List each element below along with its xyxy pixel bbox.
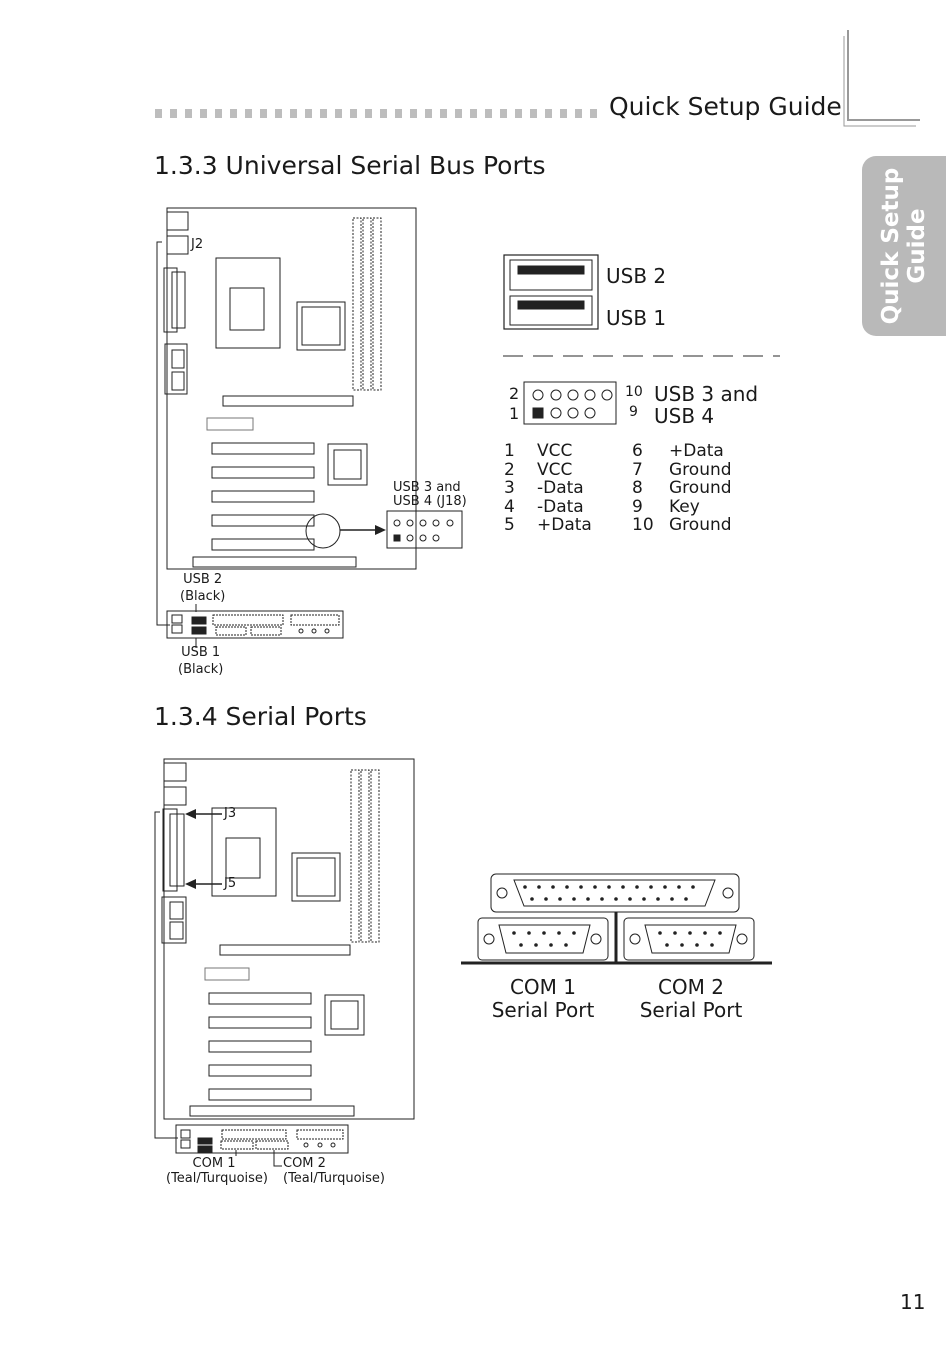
com2-label: COM 2 [283, 1156, 326, 1171]
serial-section-title: 1.3.4 Serial Ports [154, 702, 367, 731]
pin-row: 5 +Data [504, 515, 592, 535]
usb-header-detail [524, 382, 616, 424]
pin-row: 9 Key [632, 496, 700, 517]
pin-num-10: 10 [625, 384, 643, 400]
side-tab-line1: Quick Setup [878, 167, 904, 325]
serial-board-diagram [155, 759, 414, 1166]
usb34-detail-line1: USB 3 and [654, 382, 759, 406]
pin-num-9: 9 [629, 404, 638, 420]
pin-table-right [632, 442, 732, 535]
serial-port-detail [478, 874, 754, 962]
usb1-detail-label: USB 1 [606, 306, 667, 330]
usb-arrow [340, 525, 386, 535]
pin-row: 7 Ground [632, 459, 732, 480]
header-title: Quick Setup Guide [609, 92, 842, 121]
page-number: 11 [900, 1290, 926, 1314]
pin-table-left [504, 442, 592, 535]
j3-label: J3 [224, 806, 237, 821]
usb2-label: USB 2 [183, 572, 223, 587]
usb-port-detail [504, 255, 598, 329]
com2-detail-name: COM 2 [657, 975, 725, 999]
pin-row: 6 +Data [632, 441, 724, 461]
usb1-board-label [178, 644, 223, 678]
usb34-detail-label [654, 383, 758, 427]
pin-row: 8 Ground [632, 478, 732, 498]
usb34-board-label [393, 481, 467, 509]
usb34-label-line2: USB 4 (J18) [393, 494, 467, 509]
pin-row: 4 -Data [504, 496, 584, 517]
usb1-color: (Black) [178, 662, 224, 677]
com1-detail-label [488, 976, 598, 1022]
com2-color: (Teal/Turquoise) [283, 1171, 385, 1186]
side-tab-text [878, 168, 930, 325]
pin-row: 10 Ground [632, 515, 732, 535]
com2-detail-label [636, 976, 746, 1022]
usb34-detail-line2: USB 4 [654, 404, 715, 428]
j5-label: J5 [224, 876, 237, 891]
com1-color: (Teal/Turquoise) [166, 1171, 268, 1186]
j2-label: J2 [191, 237, 204, 252]
j18-header-pins [394, 520, 453, 541]
com2-detail-sub: Serial Port [639, 998, 743, 1022]
usb2-color: (Black) [180, 589, 226, 604]
j3-arrow [185, 809, 222, 819]
side-tab [862, 156, 946, 336]
pin-num-2: 2 [509, 384, 520, 403]
com1-label: COM 1 [192, 1156, 236, 1171]
usb2-detail-label: USB 2 [606, 264, 667, 288]
pin-num-1: 1 [509, 404, 520, 423]
usb2-board-label [180, 571, 225, 605]
corner-bracket [844, 30, 920, 126]
j5-arrow [185, 879, 222, 889]
usb1-label: USB 1 [181, 645, 221, 660]
usb-section-title: 1.3.3 Universal Serial Bus Ports [154, 151, 546, 180]
com2-board-label [283, 1156, 385, 1186]
com1-detail-sub: Serial Port [491, 998, 595, 1022]
pin-row: 1 VCC [504, 441, 573, 461]
com1-board-label [166, 1156, 268, 1186]
usb34-label-line1: USB 3 and [393, 480, 461, 495]
pin-row: 2 VCC [504, 459, 573, 480]
pin-row: 3 -Data [504, 478, 584, 498]
com1-detail-name: COM 1 [509, 975, 577, 999]
side-tab-line2: Guide [904, 208, 930, 284]
header-dot-bar [155, 109, 597, 118]
